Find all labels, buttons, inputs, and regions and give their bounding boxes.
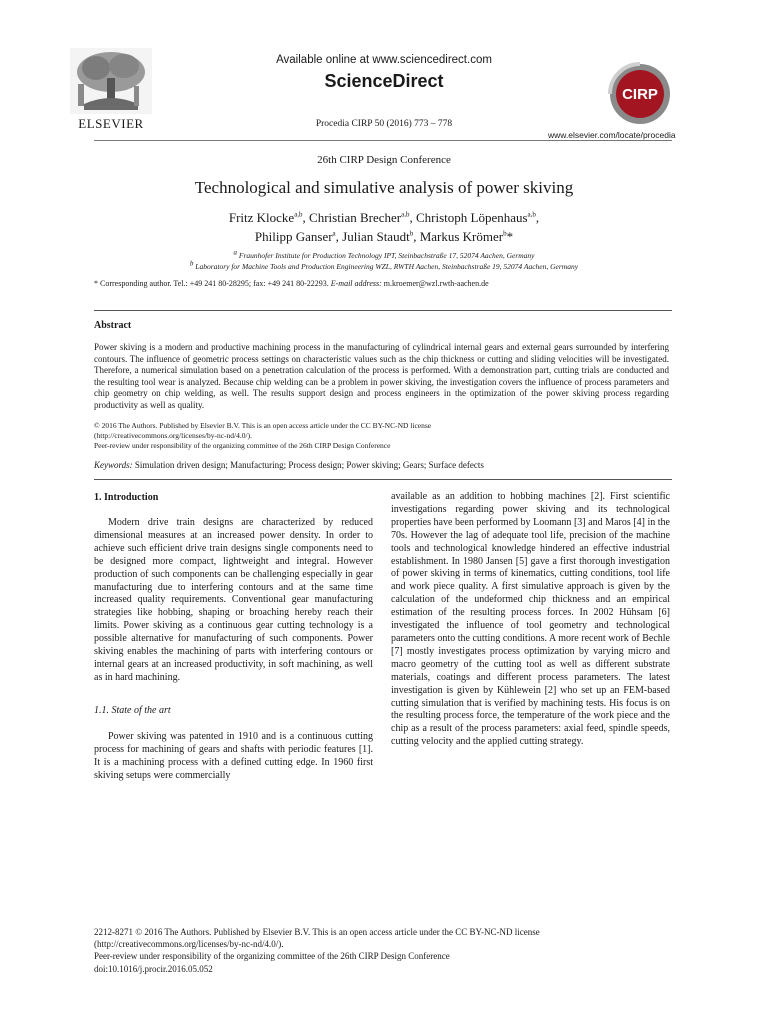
publisher-name: ELSEVIER <box>78 116 144 131</box>
author-separator: , <box>409 210 416 225</box>
email-address[interactable]: m.kroemer@wzl.rwth-aachen.de <box>383 279 489 288</box>
conference-name: 26th CIRP Design Conference <box>317 154 451 166</box>
author-affiliation: a,b <box>527 210 536 219</box>
abstract-text: Power skiving is a modern and productive machining process in the manufacturing of cylindrical internal gears and external gears surrounded by interfering contours. The influence of geometric process settings on characteristic values such as the chip thickness or cutting and sliding velocities will be investigated. Therefore, a numerical simulation based on a penetration calculation of the process is performed. With a demonstration part, cutting trials are conducted and the resulting tool wear is analyzed. Because chip welding can be a problem in power skiving, the investigation covers the influence of process parameters and chip geometry on chip welding, as well. The results support design and process engineers in the optimization of the power skiving process regarding productivity as well as quality. <box>94 342 669 410</box>
section-heading-introduction: 1. Introduction <box>94 492 159 503</box>
email-label: E-mail address: <box>330 279 382 288</box>
author-separator: * <box>506 229 514 244</box>
author-name: Christoph Löpenhaus <box>415 210 528 225</box>
copyright-notice <box>94 421 669 451</box>
right-column <box>391 491 670 749</box>
author-name: Christian Brecher <box>309 210 402 225</box>
left-column-paragraph-1 <box>94 517 373 685</box>
abstract-bottom-rule <box>94 479 672 480</box>
footer-peer-review: Peer-review under responsibility of the organizing committee of the 26th CIRP Design Conference <box>94 951 450 962</box>
keywords-list: Simulation driven design; Manufacturing; Process design; Power skiving; Gears; Surface defects <box>134 460 484 470</box>
subsection-heading-state-of-the-art: 1.1. State of the art <box>94 705 171 716</box>
abstract-top-rule <box>94 310 672 311</box>
affiliation-text: Laboratory for Machine Tools and Production Engineering WZL, RWTH Aachen, Steinbachstraße 19, 52074 Aachen, Germany <box>195 262 579 271</box>
author-name: Philipp Ganser <box>254 229 333 244</box>
footer-issn-line: 2212-8271 © 2016 The Authors. Published by Elsevier B.V. This is an open access article under the CC BY-NC-ND license <box>94 927 540 937</box>
footer-doi[interactable]: doi:10.1016/j.procir.2016.05.052 <box>94 963 213 974</box>
author-separator: , <box>335 229 343 244</box>
header-divider <box>94 140 672 141</box>
author-affiliation: a <box>332 229 336 238</box>
author-name: Markus Krömer <box>419 229 504 244</box>
sciencedirect-brand: ScienceDirect <box>324 71 444 91</box>
copyright-line: © 2016 The Authors. Published by Elsevier B.V. This is an open access article under the CC BY-NC-ND license <box>94 421 432 430</box>
author-separator: , <box>302 210 310 225</box>
journal-citation: Procedia CIRP 50 (2016) 773 – 778 <box>315 119 453 129</box>
author-affiliation: a,b <box>401 210 410 219</box>
license-link[interactable]: (http://creativecommons.org/licenses/by-nc-nd/4.0/). <box>94 431 252 440</box>
abstract-heading: Abstract <box>94 320 132 331</box>
peer-review-line: Peer-review under responsibility of the organizing committee of the 26th CIRP Design Conference <box>94 441 391 450</box>
author-name: Julian Staudt <box>342 229 410 244</box>
cirp-logo <box>604 62 676 126</box>
affiliation-text: Fraunhofer Institute for Production Technology IPT, Steinbachstraße 17, 52074 Aachen, Germany <box>238 251 535 260</box>
keywords-label: Keywords: <box>94 460 133 470</box>
available-online-text: Available online at www.sciencedirect.com <box>276 54 492 66</box>
footer-license-link[interactable]: (http://creativecommons.org/licenses/by-nc-nd/4.0/). <box>94 939 284 950</box>
authors-line-2 <box>0 229 768 245</box>
authors-line-1 <box>0 210 768 226</box>
author-affiliation: b <box>409 229 414 238</box>
corresponding-author <box>94 279 489 288</box>
author-separator: , <box>535 210 540 225</box>
footer <box>94 926 674 975</box>
paper-title: Technological and simulative analysis of power skiving <box>194 178 574 197</box>
journal-url[interactable]: www.elsevier.com/locate/procedia <box>548 130 676 140</box>
keywords <box>94 460 669 470</box>
affiliation-a <box>0 248 768 260</box>
author-affiliation: b <box>503 229 507 238</box>
author-name: Fritz Klocke <box>228 210 295 225</box>
affiliation-mark: b <box>189 259 194 268</box>
affiliation-mark: a <box>233 248 238 257</box>
corresponding-contact: * Corresponding author. Tel.: +49 241 80-28295; fax: +49 241 80-22293. <box>94 279 329 288</box>
affiliation-b <box>0 259 768 271</box>
paragraph: available as an addition to hobbing machines [2]. First scientific investigations regarding power skiving and its technological properties have been performed by Loomann [3] and Maros [4] in the 70s. However the lag of adequate tool life, precision of the machine tools and technological knowledge hindered an effective industrial establishment. In 1980 Jansen [5] gave a first thorough investigation of power skiving in terms of kinematics, cutting conditions, tool life and work piece quality. A first simulative approach is given by the calculation of the undeformed chip thickness and an empirical estimation of the resulting process forces. In 2002 Hühsam [6] investigated the influence of tool geometry and technological parameters onto the cutting conditions. A more recent work of Bechle [7] mostly investigates process optimization by varying micro and macro geometry of the cutting tool as well as different substrate materials, coatings and different process parameters. The latest investigation is given by Kühlewein [2] who set up an FEM-based cutting simulation that is verified by machining tests. His focus is on the resulting process force, the temperature of the work piece and the chip as a result of the process parameters: axial feed, spindle speeds, cutting velocity and the applied cutting strategy. <box>391 491 670 748</box>
svg-text:CIRP: CIRP <box>622 86 658 103</box>
left-column-paragraph-2 <box>94 731 373 783</box>
author-separator: , <box>413 229 420 244</box>
author-affiliation: a,b <box>294 210 303 219</box>
paragraph: Power skiving was patented in 1910 and is a continuous cutting process for machining of gears and shafts with periodic features [1]. It is a machining process with a defined cutting edge. In 1960 first skiving setups were commercially <box>94 731 373 781</box>
paragraph: Modern drive train designs are characterized by reduced dimensional measures at an increased power density. In order to achieve such efficient drive train designs single components need to be designed more compact, lightweight and integral. However production of such components can be challenging especially in gear manufacturing due to interfering contours and at the same time increased quality requirements. Conventional gear manufacturing strategies like hobbing, shaping or broaching hereby reach their limits. Power skiving as a continuous gear cutting technology is a possible alternative for manufacturing of such components. Power skiving enables the machining of parts with interfering contours or internal gears at an increased productivity, in soft machining, as well as in hard machining. <box>94 517 373 683</box>
